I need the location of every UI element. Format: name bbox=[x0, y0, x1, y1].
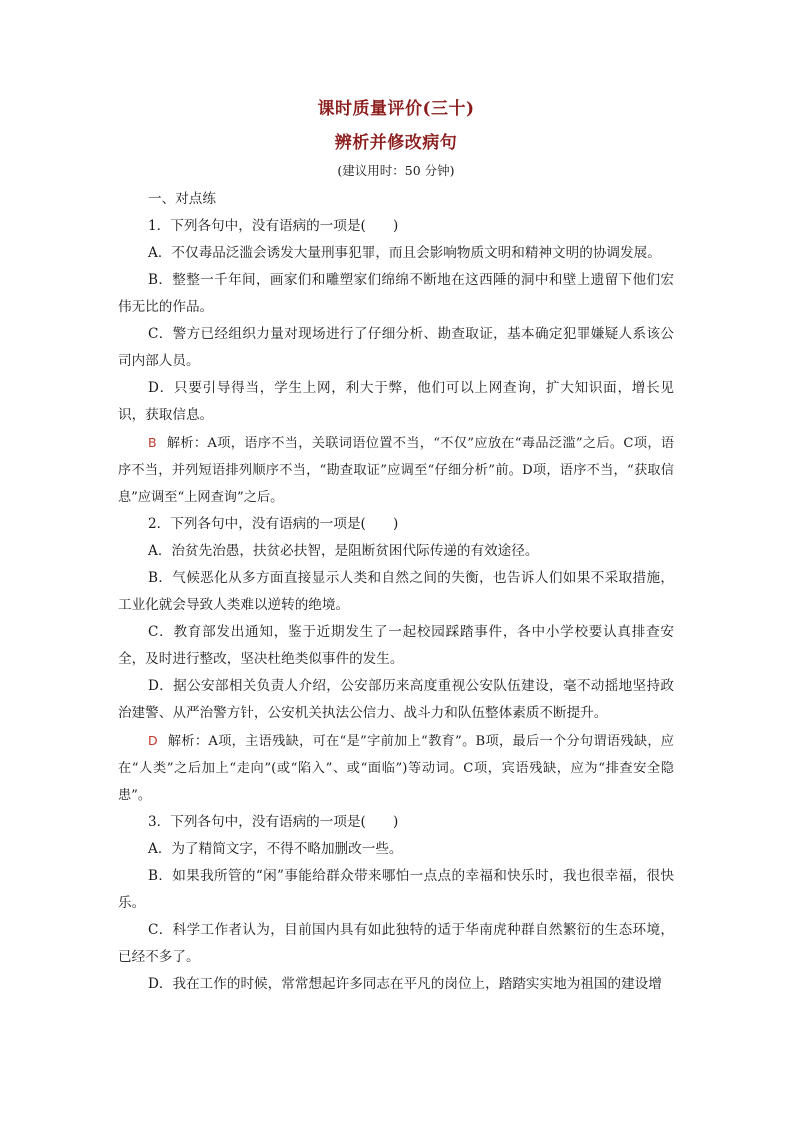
question-1 bbox=[118, 213, 674, 511]
question-stem: 3．下列各句中，没有语病的一项是( ) bbox=[148, 814, 399, 830]
question-stem: 2．下列各句中，没有语病的一项是( ) bbox=[148, 516, 399, 532]
question-2 bbox=[118, 511, 674, 809]
option-b: B．气候恶化从多方面直接显示人类和自然之间的失衡，也告诉人们如果不采取措施，工业化就会导致人类难以逆转的绝境。 bbox=[118, 570, 674, 613]
option-a: A．为了精简文字，不得不略加删改一些。 bbox=[148, 841, 403, 857]
analysis-text: 解析：A项，语序不当，关联词语位置不当，“不仅”应放在“毒品泛滥”之后。C项，语序不当，并列短语排列顺序不当，“勘查取证”应调至“仔细分析”前。D项，语序不当，“获取信息”应调至“上网查询”之后。 bbox=[118, 436, 674, 505]
section-title: 一、对点练 bbox=[148, 191, 216, 207]
option-c: C．科学工作者认为，目前国内具有如此独特的适于华南虎种群自然繁衍的生态环境，已经不多了。 bbox=[118, 922, 674, 965]
option-a: A．治贫先治愚，扶贫必扶智，是阻断贫困代际传递的有效途径。 bbox=[148, 543, 539, 559]
question-stem: 1．下列各句中，没有语病的一项是( ) bbox=[148, 218, 399, 234]
option-d: D．我在工作的时候，常常想起许多同志在平凡的岗位上，踏踏实实地为祖国的建设增 bbox=[148, 976, 662, 992]
option-c: C．教育部发出通知，鉴于近期发生了一起校园踩踏事件，各中小学校要认真排查安全，及时进行整改，坚决杜绝类似事件的发生。 bbox=[118, 624, 674, 667]
option-a: A．不仅毒品泛滥会诱发大量刑事犯罪，而且会影响物质文明和精神文明的协调发展。 bbox=[148, 245, 661, 261]
option-b: B．如果我所管的“闲”事能给群众带来哪怕一点点的幸福和快乐时，我也很幸福，很快乐。 bbox=[118, 868, 674, 911]
question-3 bbox=[118, 809, 674, 998]
option-b: B．整整一千年间，画家们和雕塑家们绵绵不断地在这西陲的洞中和壁上遗留下他们宏伟无比的作品。 bbox=[118, 272, 674, 315]
analysis-text: 解析：A项，主语残缺，可在“是”字前加上“教育”。B项，最后一个分句谓语残缺，应在“人类”之后加上“走向”(或“陷入”、或“面临”)等动词。C项，宾语残缺，应为“排查安全隐患”。 bbox=[118, 734, 674, 803]
suggested-time: (建议用时：50 分钟) bbox=[337, 163, 455, 178]
page-subtitle: 辨析并修改病句 bbox=[334, 133, 458, 153]
answer-letter: B bbox=[148, 435, 157, 450]
answer-letter: D bbox=[148, 733, 158, 748]
answer-analysis bbox=[118, 429, 674, 511]
option-d: D．据公安部相关负责人介绍，公安部历来高度重视公安队伍建设，毫不动摇地坚持政治建警、从严治警方针，公安机关执法公信力、战斗力和队伍整体素质不断提升。 bbox=[118, 678, 674, 721]
answer-analysis bbox=[118, 727, 674, 809]
page-title: 课时质量评价(三十) bbox=[317, 99, 475, 119]
option-c: C．警方已经组织力量对现场进行了仔细分析、勘查取证，基本确定犯罪嫌疑人系该公司内部人员。 bbox=[118, 326, 674, 369]
option-d: D．只要引导得当，学生上网，利大于弊，他们可以上网查询，扩大知识面，增长见识，获取信息。 bbox=[118, 380, 674, 423]
document-page bbox=[118, 96, 674, 998]
